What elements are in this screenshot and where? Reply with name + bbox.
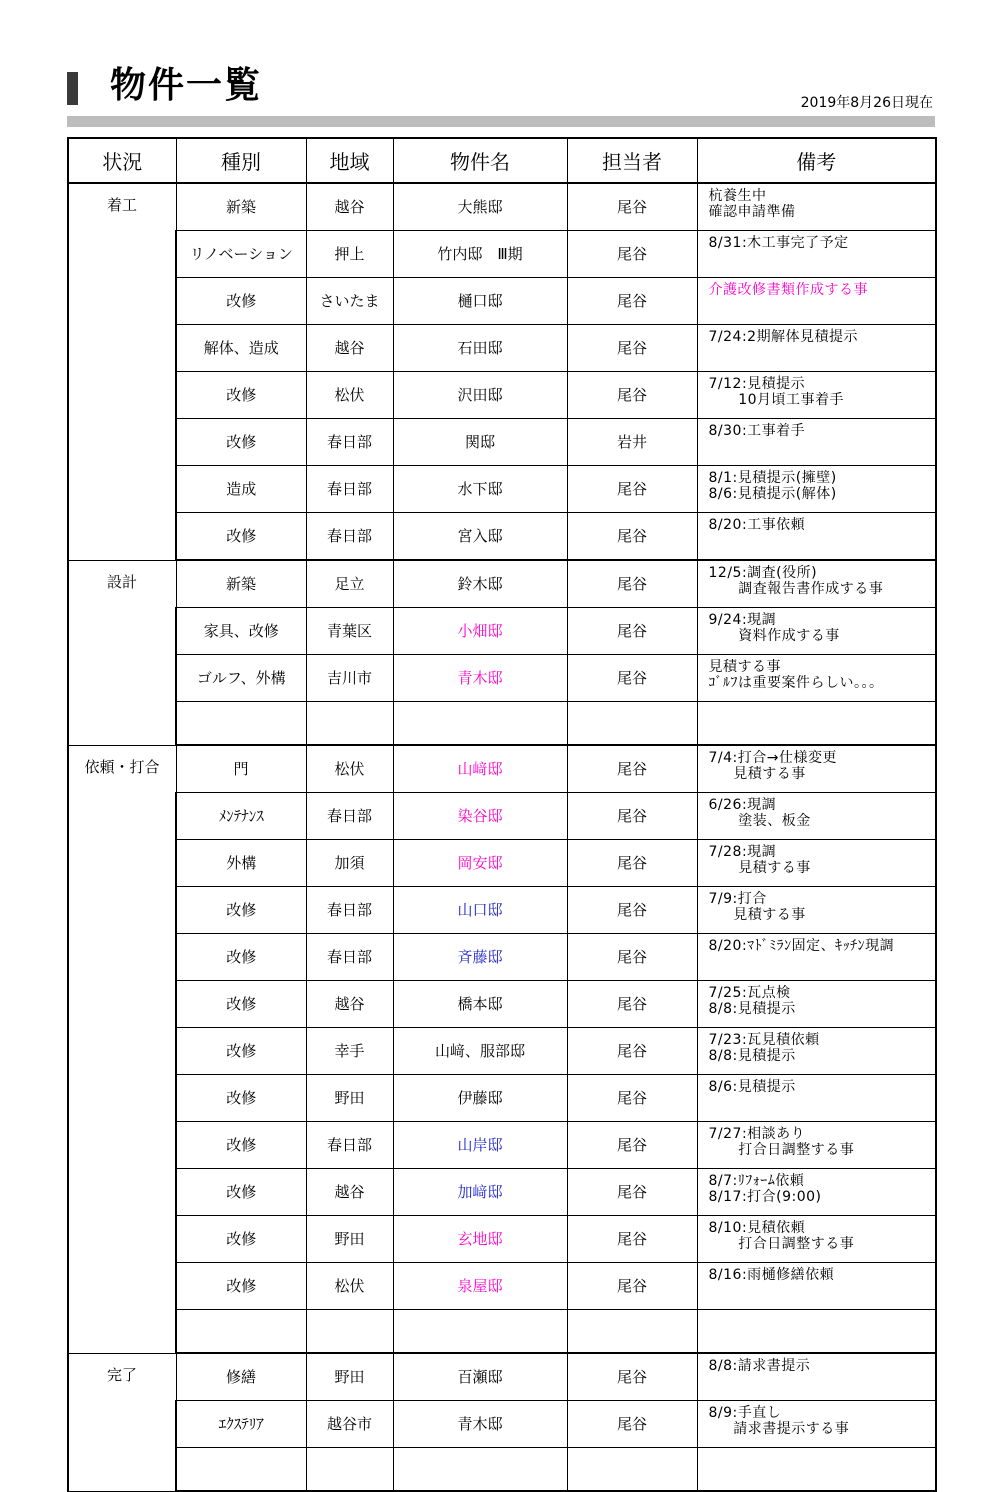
area-cell: 春日部 [306,934,393,981]
staff-cell: 尾谷 [567,793,697,840]
empty-cell [393,702,567,746]
area-cell: 越谷 [306,183,393,231]
property-name-cell: 橋本邸 [393,981,567,1028]
table-row [68,325,936,372]
empty-cell [697,1310,936,1354]
property-name-cell: 大熊邸 [393,183,567,231]
notes-cell: 介護改修書類作成する事 [697,278,936,325]
table-row [68,1028,936,1075]
area-cell: 野田 [306,1216,393,1263]
notes-cell: 7/27:相談あり 打合日調整する事 [697,1122,936,1169]
staff-cell: 尾谷 [567,466,697,513]
table-row [68,1263,936,1310]
col-header-area: 地域 [306,138,393,183]
area-cell: 松伏 [306,372,393,419]
area-cell: 春日部 [306,419,393,466]
notes-cell: 7/24:2期解体見積提示 [697,325,936,372]
table-row [68,840,936,887]
table-row [68,278,936,325]
type-cell: ゴルフ、外構 [176,655,306,702]
staff-cell: 尾谷 [567,1122,697,1169]
property-name-cell: 山口邸 [393,887,567,934]
table-row [68,887,936,934]
area-cell: 吉川市 [306,655,393,702]
type-cell: 改修 [176,278,306,325]
staff-cell: 尾谷 [567,981,697,1028]
property-name-cell: 青木邸 [393,655,567,702]
property-name-cell: 山﨑、服部邸 [393,1028,567,1075]
header-divider [67,116,935,127]
area-cell: 春日部 [306,513,393,561]
property-name-cell: 宮入邸 [393,513,567,561]
staff-cell: 尾谷 [567,231,697,278]
staff-cell: 尾谷 [567,934,697,981]
area-cell: 春日部 [306,793,393,840]
empty-cell [306,1448,393,1492]
empty-cell [393,1310,567,1354]
area-cell: 松伏 [306,1263,393,1310]
property-name-cell: 石田邸 [393,325,567,372]
staff-cell: 尾谷 [567,608,697,655]
type-cell: 改修 [176,981,306,1028]
table-row [68,793,936,840]
notes-cell: 8/6:見積提示 [697,1075,936,1122]
property-name-cell: 岡安邸 [393,840,567,887]
staff-cell: 尾谷 [567,1401,697,1448]
page-title: 物件一覧 [110,65,263,106]
table-row [68,513,936,561]
staff-cell: 尾谷 [567,183,697,231]
staff-cell: 尾谷 [567,1028,697,1075]
as-of-date: 2019年8月26日現在 [800,95,933,111]
property-name-cell: 鈴木邸 [393,560,567,608]
table-row [68,1075,936,1122]
staff-cell: 尾谷 [567,840,697,887]
notes-cell: 7/25:瓦点検 8/8:見積提示 [697,981,936,1028]
table-row [68,655,936,702]
type-cell: 改修 [176,1216,306,1263]
notes-cell: 7/28:現調 見積する事 [697,840,936,887]
table-row [68,372,936,419]
property-name-cell: 樋口邸 [393,278,567,325]
area-cell: 越谷 [306,1169,393,1216]
type-cell: 改修 [176,887,306,934]
notes-cell: 7/9:打合 見積する事 [697,887,936,934]
area-cell: 越谷 [306,981,393,1028]
staff-cell: 尾谷 [567,278,697,325]
area-cell: 押上 [306,231,393,278]
empty-cell [697,702,936,746]
property-name-cell: 泉屋邸 [393,1263,567,1310]
blank-row [68,1448,936,1492]
property-name-cell: 山﨑邸 [393,745,567,793]
notes-cell: 8/31:木工事完了予定 [697,231,936,278]
staff-cell: 尾谷 [567,1353,697,1401]
type-cell: リノベーション [176,231,306,278]
staff-cell: 尾谷 [567,325,697,372]
table-row [68,1401,936,1448]
empty-cell [306,702,393,746]
notes-cell: 8/30:工事着手 [697,419,936,466]
notes-cell: 8/8:請求書提示 [697,1353,936,1401]
staff-cell: 尾谷 [567,745,697,793]
table-row [68,1216,936,1263]
property-name-cell: 関邸 [393,419,567,466]
staff-cell: 尾谷 [567,1216,697,1263]
notes-cell: 6/26:現調 塗装、板金 [697,793,936,840]
notes-cell: 8/7:ﾘﾌｫｰﾑ依頼 8/17:打合(9:00) [697,1169,936,1216]
area-cell: 野田 [306,1353,393,1401]
empty-cell [697,1448,936,1492]
empty-cell [567,1310,697,1354]
col-header-notes: 備考 [697,138,936,183]
notes-cell: 12/5:調査(役所) 調査報告書作成する事 [697,560,936,608]
type-cell: ｴｸｽﾃﾘｱ [176,1401,306,1448]
empty-cell [176,1310,306,1354]
table-row [68,1122,936,1169]
header-row [68,138,936,183]
notes-cell: 8/10:見積依頼 打合日調整する事 [697,1216,936,1263]
staff-cell: 尾谷 [567,1263,697,1310]
notes-cell: 8/1:見積提示(擁壁) 8/6:見積提示(解体) [697,466,936,513]
staff-cell: 尾谷 [567,1169,697,1216]
type-cell: 改修 [176,934,306,981]
area-cell: 春日部 [306,466,393,513]
area-cell: 青葉区 [306,608,393,655]
staff-cell: 岩井 [567,419,697,466]
type-cell: 修繕 [176,1353,306,1401]
property-name-cell: 百瀬邸 [393,1353,567,1401]
empty-cell [567,702,697,746]
staff-cell: 尾谷 [567,560,697,608]
type-cell: 改修 [176,513,306,561]
type-cell: 解体、造成 [176,325,306,372]
property-name-cell: 沢田邸 [393,372,567,419]
empty-cell [393,1448,567,1492]
property-name-cell: 玄地邸 [393,1216,567,1263]
area-cell: さいたま [306,278,393,325]
area-cell: 足立 [306,560,393,608]
title-marker [67,72,78,105]
col-header-type: 種別 [176,138,306,183]
status-cell: 依頼・打合 [68,745,176,1353]
table-row [68,419,936,466]
status-cell: 設計 [68,560,176,745]
property-name-cell: 山岸邸 [393,1122,567,1169]
col-header-staff: 担当者 [567,138,697,183]
property-table [67,137,937,1492]
type-cell: 造成 [176,466,306,513]
status-cell: 着工 [68,183,176,560]
notes-cell: 8/20:工事依頼 [697,513,936,561]
staff-cell: 尾谷 [567,513,697,561]
property-name-cell: 小畑邸 [393,608,567,655]
property-name-cell: 青木邸 [393,1401,567,1448]
table-row [68,934,936,981]
property-name-cell: 竹内邸 Ⅲ期 [393,231,567,278]
table-row [68,183,936,231]
type-cell: 新築 [176,183,306,231]
empty-cell [306,1310,393,1354]
area-cell: 春日部 [306,887,393,934]
notes-cell: 7/12:見積提示 10月頃工事着手 [697,372,936,419]
property-name-cell: 伊藤邸 [393,1075,567,1122]
type-cell: 改修 [176,419,306,466]
area-cell: 越谷 [306,325,393,372]
notes-cell: 7/23:瓦見積依頼 8/8:見積提示 [697,1028,936,1075]
type-cell: 家具、改修 [176,608,306,655]
table-row [68,1353,936,1401]
empty-cell [176,1448,306,1492]
type-cell: 改修 [176,1263,306,1310]
type-cell: 新築 [176,560,306,608]
table-row [68,560,936,608]
property-name-cell: 加﨑邸 [393,1169,567,1216]
notes-cell: 杭養生中 確認申請準備 [697,183,936,231]
property-name-cell: 染谷邸 [393,793,567,840]
staff-cell: 尾谷 [567,1075,697,1122]
type-cell: 門 [176,745,306,793]
type-cell: 外構 [176,840,306,887]
table-body [68,183,936,1491]
area-cell: 加須 [306,840,393,887]
table-row [68,745,936,793]
table-row [68,608,936,655]
type-cell: 改修 [176,1169,306,1216]
empty-cell [176,702,306,746]
col-header-property: 物件名 [393,138,567,183]
table-row [68,466,936,513]
blank-row [68,1310,936,1354]
notes-cell: 7/4:打合→仕様変更 見積する事 [697,745,936,793]
notes-cell: 8/16:雨樋修繕依頼 [697,1263,936,1310]
type-cell: 改修 [176,1075,306,1122]
notes-cell: 8/9:手直し 請求書提示する事 [697,1401,936,1448]
empty-cell [567,1448,697,1492]
area-cell: 野田 [306,1075,393,1122]
type-cell: 改修 [176,372,306,419]
type-cell: 改修 [176,1122,306,1169]
col-header-status: 状況 [68,138,176,183]
type-cell: 改修 [176,1028,306,1075]
area-cell: 松伏 [306,745,393,793]
area-cell: 春日部 [306,1122,393,1169]
notes-cell: 見積する事 ｺﾞﾙﾌは重要案件らしい。。。 [697,655,936,702]
table-row [68,231,936,278]
property-name-cell: 斉藤邸 [393,934,567,981]
area-cell: 幸手 [306,1028,393,1075]
type-cell: ﾒﾝﾃﾅﾝｽ [176,793,306,840]
notes-cell: 8/20:ﾏﾄﾞﾐﾗﾝ固定、ｷｯﾁﾝ現調 [697,934,936,981]
area-cell: 越谷市 [306,1401,393,1448]
notes-cell: 9/24:現調 資料作成する事 [697,608,936,655]
status-cell: 完了 [68,1353,176,1491]
blank-row [68,702,936,746]
property-name-cell: 水下邸 [393,466,567,513]
staff-cell: 尾谷 [567,887,697,934]
table-row [68,981,936,1028]
staff-cell: 尾谷 [567,655,697,702]
table-row [68,1169,936,1216]
staff-cell: 尾谷 [567,372,697,419]
